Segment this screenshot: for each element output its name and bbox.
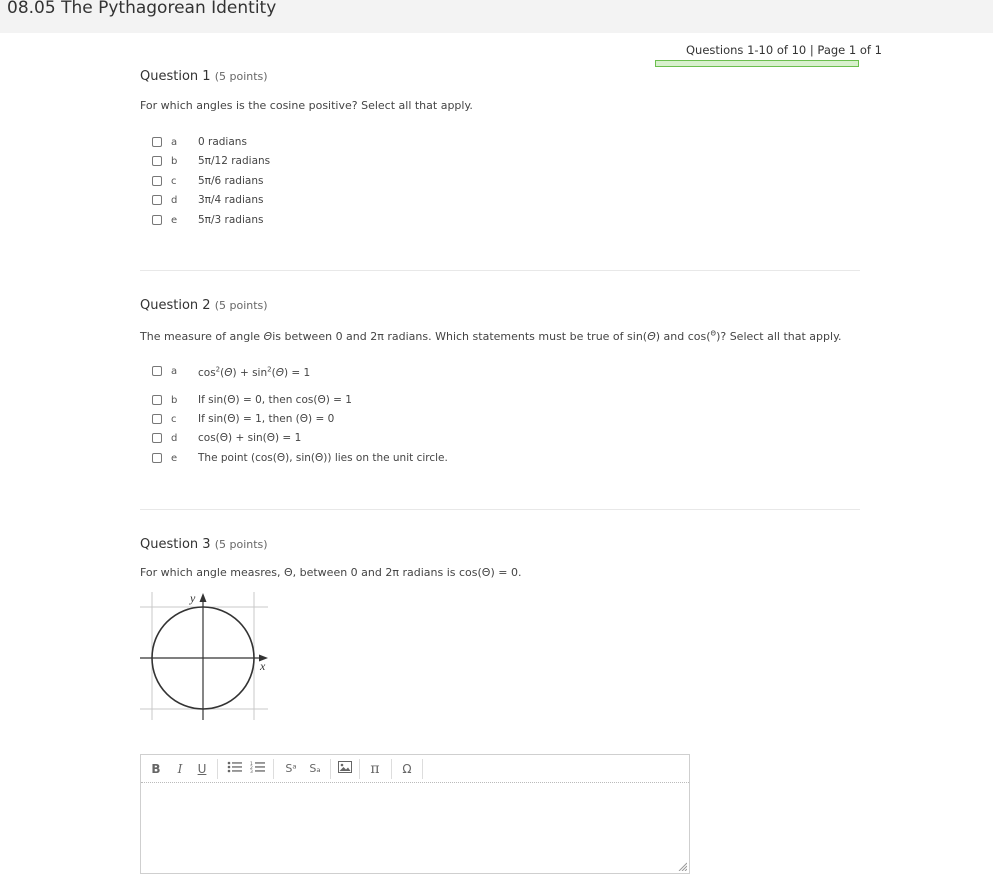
numbered-list-icon[interactable]: [250, 760, 266, 778]
svg-text:2: 2: [250, 766, 253, 771]
theta-symbol: Θ: [263, 330, 273, 343]
q1-option-e[interactable]: [152, 214, 652, 230]
checkbox[interactable]: [152, 414, 162, 424]
option-letter: b: [171, 395, 178, 406]
svg-text:1: 1: [250, 762, 253, 767]
toolbar-separator: [359, 759, 360, 779]
option-text: 5π/6 radians: [198, 175, 264, 187]
theta-symbol: Θ: [224, 367, 233, 379]
unit-circle-graph: [138, 590, 272, 722]
text-part: is between 0 and 2π radians. Which statements must be true of sin(: [272, 330, 648, 343]
option-text: 0 radians: [198, 136, 247, 148]
q2-option-e[interactable]: [152, 452, 652, 468]
pagination-info: Questions 1-10 of 10 | Page 1 of 1: [686, 43, 882, 57]
option-letter: d: [171, 433, 178, 444]
option-letter: a: [171, 366, 178, 377]
theta-symbol: Θ: [275, 367, 284, 379]
toolbar-separator: [422, 759, 423, 779]
option-letter: e: [171, 453, 178, 464]
toolbar-separator: [273, 759, 274, 779]
option-letter: d: [171, 195, 178, 206]
option-text: If sin(Θ) = 1, then (Θ) = 0: [198, 413, 335, 425]
theta-symbol: Θ: [710, 329, 717, 338]
editor-toolbar: [141, 755, 689, 783]
superscript-button[interactable]: Sᵃ: [285, 762, 297, 775]
q2-option-a[interactable]: [152, 365, 652, 381]
q2-option-c[interactable]: [152, 413, 652, 429]
checkbox[interactable]: [152, 215, 162, 225]
option-text: 5π/3 radians: [198, 214, 264, 226]
subscript-button[interactable]: Sₐ: [309, 762, 321, 775]
q1-option-c[interactable]: [152, 175, 652, 191]
bullet-list-icon[interactable]: [227, 760, 243, 778]
question-1-header: [140, 69, 268, 84]
option-letter: c: [171, 414, 177, 425]
theta-symbol: Θ: [647, 330, 656, 343]
checkbox[interactable]: [152, 195, 162, 205]
toolbar-separator: [330, 759, 331, 779]
checkbox[interactable]: [152, 137, 162, 147]
x-axis-label: x: [260, 659, 266, 673]
option-text: 5π/12 radians: [198, 155, 271, 167]
underline-button[interactable]: U: [197, 762, 207, 776]
question-2-text: [140, 330, 842, 343]
option-text: The point (cos(Θ), sin(Θ)) lies on the unit circle.: [198, 452, 448, 464]
plus-sin: ) + sin: [232, 367, 268, 379]
pi-button[interactable]: π: [370, 761, 380, 777]
question-3-text: For which angle measres, Θ, between 0 and 2π radians is cos(Θ) = 0.: [140, 566, 522, 579]
toolbar-separator: [391, 759, 392, 779]
italic-button[interactable]: I: [177, 762, 183, 776]
checkbox[interactable]: [152, 156, 162, 166]
question-divider: [140, 509, 860, 510]
y-axis-label: y: [190, 591, 196, 605]
question-3-header: [140, 537, 268, 552]
omega-button[interactable]: Ω: [402, 762, 412, 776]
svg-text:3: 3: [250, 770, 253, 774]
resize-handle-icon[interactable]: [677, 861, 687, 871]
y-axis-arrow: [200, 593, 207, 602]
cos-label: cos: [198, 367, 216, 379]
question-divider: [140, 270, 860, 271]
q2-option-d[interactable]: [152, 432, 652, 448]
checkbox[interactable]: [152, 366, 162, 376]
text-part: )? Select all that apply.: [716, 330, 842, 343]
question-1-text: For which angles is the cosine positive? Select all that apply.: [140, 99, 473, 112]
grid-lines: [140, 592, 268, 720]
answer-editor[interactable]: [140, 754, 690, 874]
exponent: 2: [215, 365, 221, 374]
checkbox[interactable]: [152, 433, 162, 443]
text-part: The measure of angle: [140, 330, 264, 343]
option-text: If sin(Θ) = 0, then cos(Θ) = 1: [198, 394, 352, 406]
page-title: 08.05 The Pythagorean Identity: [7, 0, 277, 18]
option-letter: b: [171, 156, 178, 167]
q2-option-b[interactable]: [152, 394, 652, 410]
question-points: (5 points): [214, 538, 268, 551]
question-2-header: [140, 298, 268, 313]
image-icon[interactable]: [338, 760, 352, 778]
exponent: 2: [267, 365, 272, 374]
bold-button[interactable]: B: [151, 762, 161, 776]
unit-circle-figure: [138, 590, 272, 722]
question-title: Question 2: [140, 298, 211, 313]
option-letter: c: [171, 176, 177, 187]
equals-one: ) = 1: [283, 367, 311, 379]
question-points: (5 points): [214, 299, 268, 312]
question-title: Question 1: [140, 69, 211, 84]
question-title: Question 3: [140, 537, 211, 552]
q1-option-b[interactable]: [152, 155, 652, 171]
q1-option-d[interactable]: [152, 194, 652, 210]
q1-option-a[interactable]: [152, 136, 652, 152]
checkbox[interactable]: [152, 395, 162, 405]
toolbar-separator: [217, 759, 218, 779]
progress-bar: [655, 60, 859, 67]
question-points: (5 points): [214, 70, 268, 83]
checkbox[interactable]: [152, 176, 162, 186]
option-text: cos(Θ) + sin(Θ) = 1: [198, 432, 302, 444]
option-letter: e: [171, 215, 178, 226]
text-part: ) and cos(: [655, 330, 711, 343]
option-text: $\cos^2(\Theta) + \sin^2(\Theta) = 1$: [198, 365, 311, 379]
progress-bar-fill: [656, 61, 858, 66]
page-header: [0, 0, 993, 33]
option-text: 3π/4 radians: [198, 194, 264, 206]
checkbox[interactable]: [152, 453, 162, 463]
option-letter: a: [171, 137, 178, 148]
